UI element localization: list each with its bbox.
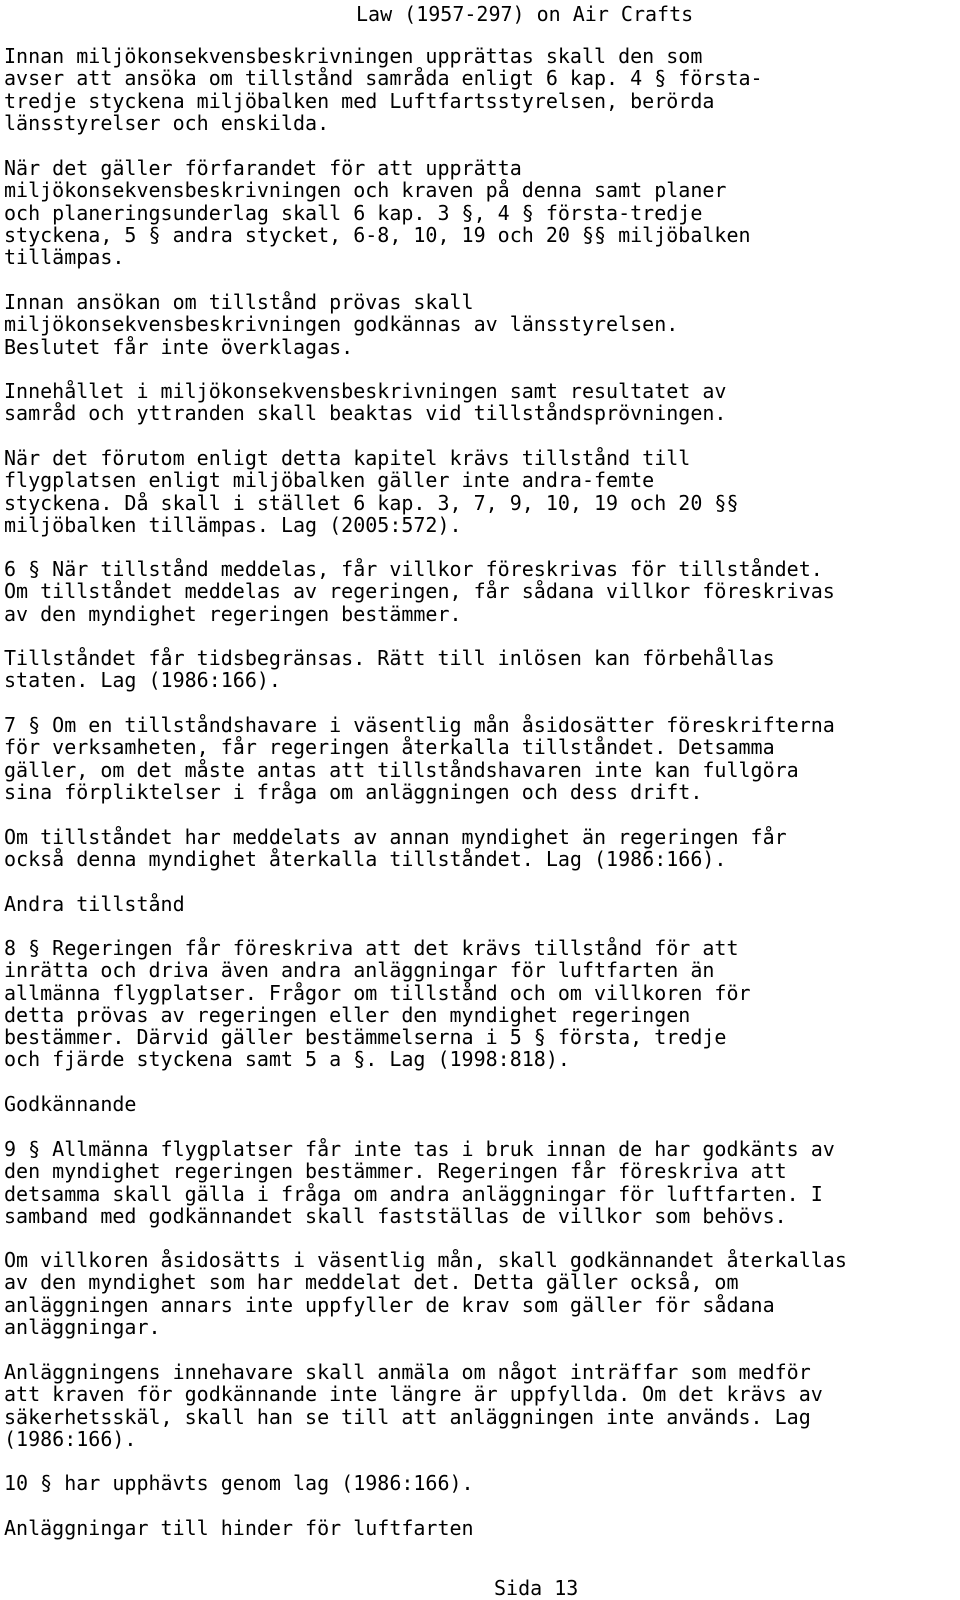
section-9-paragraph-2: Om villkoren åsidosätts i väsentlig mån, skall godkännandet återkallas av den myndighet som har meddelat det. Detta gäller också, om anläggningen annars inte uppfyller de krav som gäller för sådana anläggningar. bbox=[4, 1248, 847, 1339]
page-header-title: Law (1957-297) on Air Crafts bbox=[356, 2, 694, 26]
page-number: Sida 13 bbox=[494, 1576, 579, 1600]
section-7-paragraph-1: 7 § Om en tillståndshavare i väsentlig mån åsidosätter föreskrifterna för verksamheten, får regeringen återkalla tillståndet. Detsamma gäller, om det måste antas att tillståndshavaren inte kan fullgöra sina förpliktelser i fråga om anläggningen och dess drift. bbox=[4, 713, 835, 804]
paragraph-4: Innehållet i miljökonsekvensbeskrivningen samt resultatet av samråd och yttranden skall beaktas vid tillståndsprövningen. bbox=[4, 379, 727, 426]
heading-anlaggningar-till-hinder: Anläggningar till hinder för luftfarten bbox=[4, 1516, 474, 1540]
section-10-paragraph: 10 § har upphävts genom lag (1986:166). bbox=[4, 1471, 474, 1495]
heading-andra-tillstand: Andra tillstånd bbox=[4, 892, 185, 916]
section-8-paragraph: 8 § Regeringen får föreskriva att det krävs tillstånd för att inrätta och driva även andra anläggningar för luftfarten än allmänna flygplatser. Frågor om tillstånd och om villkoren för detta prövas av regeringen eller den myndighet regeringen bestämmer. Därvid gäller bestämmelserna i 5 § första, tredje och fjärde styckena samt 5 a §. Lag (1998:818). bbox=[4, 936, 751, 1072]
paragraph-5: När det förutom enligt detta kapitel krävs tillstånd till flygplatsen enligt miljöbalken gäller inte andra-femte styckena. Då skall i stället 6 kap. 3, 7, 9, 10, 19 och 20 §§ miljöbalken tillämpas. Lag (2005:572). bbox=[4, 446, 739, 537]
section-6-paragraph-2: Tillståndet får tidsbegränsas. Rätt till inlösen kan förbehållas staten. Lag (1986:166). bbox=[4, 646, 775, 693]
paragraph-2: När det gäller förfarandet för att upprätta miljökonsekvensbeskrivningen och kraven på denna samt planer och planeringsunderlag skall 6 kap. 3 §, 4 § första-tredje styckena, 5 § andra stycket, 6-8, 10, 19 och 20 §§ miljöbalken tillämpas. bbox=[4, 156, 751, 270]
heading-godkannande: Godkännande bbox=[4, 1092, 137, 1116]
paragraph-3: Innan ansökan om tillstånd prövas skall miljökonsekvensbeskrivningen godkännas av länsstyrelsen. Beslutet får inte överklagas. bbox=[4, 290, 679, 359]
section-9-paragraph-3: Anläggningens innehavare skall anmäla om något inträffar som medför att kraven för godkännande inte längre är uppfyllda. Om det krävs av säkerhetsskäl, skall han se till att anläggningen inte används. Lag (1986:166). bbox=[4, 1360, 823, 1451]
section-6-paragraph-1: 6 § När tillstånd meddelas, får villkor föreskrivas för tillståndet. Om tillståndet meddelas av regeringen, får sådana villkor föreskrivas av den myndighet regeringen bestämmer. bbox=[4, 557, 835, 626]
paragraph-1: Innan miljökonsekvensbeskrivningen upprättas skall den som avser att ansöka om tillstånd samråda enligt 6 kap. 4 § första- tredje styckena miljöbalken med Luftfartsstyrelsen, berörda länsstyrelser och enskilda. bbox=[4, 44, 763, 135]
section-9-paragraph-1: 9 § Allmänna flygplatser får inte tas i bruk innan de har godkänts av den myndighet regeringen bestämmer. Regeringen får föreskriva att detsamma skall gälla i fråga om andra anläggningar för luftfarten. I samband med godkännandet skall fastställas de villkor som behövs. bbox=[4, 1137, 835, 1228]
section-7-paragraph-2: Om tillståndet har meddelats av annan myndighet än regeringen får också denna myndighet återkalla tillståndet. Lag (1986:166). bbox=[4, 825, 787, 872]
